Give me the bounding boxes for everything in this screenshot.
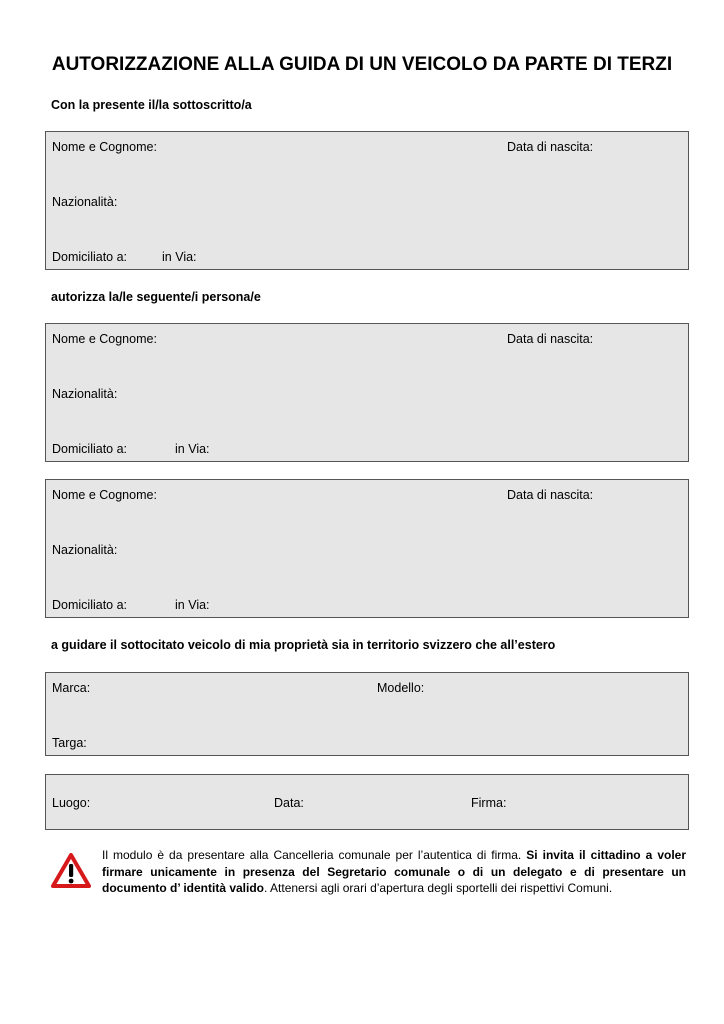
person1-street-label[interactable]: in Via: <box>175 442 210 456</box>
section2-heading: autorizza la/le seguente/i persona/e <box>51 290 261 304</box>
applicant-street-label[interactable]: in Via: <box>162 250 197 264</box>
applicant-nationality-label[interactable]: Nazionalità: <box>52 195 118 209</box>
person1-domicile-label[interactable]: Domiciliato a: <box>52 442 128 456</box>
vehicle-model-label[interactable]: Modello: <box>377 681 425 695</box>
form-title: AUTORIZZAZIONE ALLA GUIDA DI UN VEICOLO DA PARTE DI TERZI <box>51 54 673 75</box>
notice-part1: Il modulo è da presentare alla Cancelleria comunale per l’autentica di firma. <box>102 848 527 862</box>
applicant-domicile-label[interactable]: Domiciliato a: <box>52 250 128 264</box>
authorized-person-box-1 <box>45 323 689 462</box>
vehicle-plate-label[interactable]: Targa: <box>52 736 87 750</box>
person2-domicile-label[interactable]: Domiciliato a: <box>52 598 128 612</box>
signature-sign-label[interactable]: Firma: <box>471 796 507 810</box>
vehicle-box <box>45 672 689 756</box>
person1-nationality-label[interactable]: Nazionalità: <box>52 387 118 401</box>
notice-text <box>102 847 686 897</box>
applicant-name-label[interactable]: Nome e Cognome: <box>52 140 157 154</box>
person2-name-label[interactable]: Nome e Cognome: <box>52 488 157 502</box>
signature-box <box>45 774 689 830</box>
person1-birth-label[interactable]: Data di nascita: <box>507 332 594 346</box>
applicant-birth-label[interactable]: Data di nascita: <box>507 140 594 154</box>
vehicle-brand-label[interactable]: Marca: <box>52 681 91 695</box>
warning-icon <box>51 853 91 889</box>
person2-nationality-label[interactable]: Nazionalità: <box>52 543 118 557</box>
notice-part2: Si invita il cittadino a voler firmare unicamente in presenza del Segretario comunale o di un delegato e di presentare un documento d’ identità valido <box>102 848 687 895</box>
person2-birth-label[interactable]: Data di nascita: <box>507 488 594 502</box>
signature-date-label[interactable]: Data: <box>274 796 304 810</box>
authorized-person-box-2 <box>45 479 689 618</box>
person2-street-label[interactable]: in Via: <box>175 598 210 612</box>
applicant-box <box>45 131 689 270</box>
notice-part3: . Attenersi agli orari d’apertura degli sportelli dei rispettivi Comuni. <box>264 881 613 895</box>
person1-name-label[interactable]: Nome e Cognome: <box>52 332 157 346</box>
section1-heading: Con la presente il/la sottoscritto/a <box>51 98 252 112</box>
signature-place-label[interactable]: Luogo: <box>52 796 91 810</box>
section3-heading: a guidare il sottocitato veicolo di mia proprietà sia in territorio svizzero che all’estero <box>51 638 556 652</box>
